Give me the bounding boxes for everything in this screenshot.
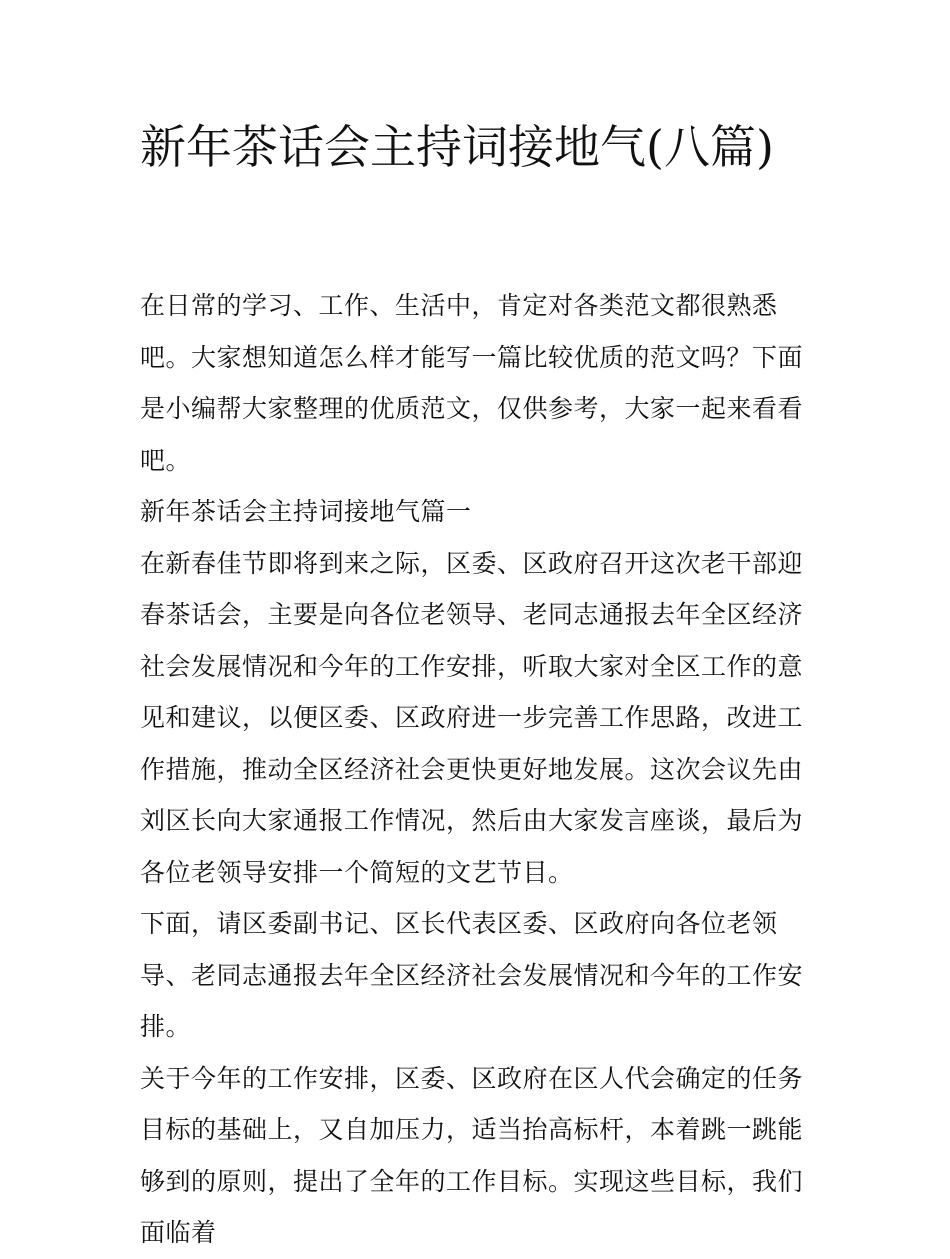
body-paragraph: 下面，请区委副书记、区长代表区委、区政府向各位老领导、老同志通报去年全区经济社会发展情况和今年的工作安排。 — [140, 909, 804, 1041]
document-title: 新年茶话会主持词接地气(八篇) — [140, 120, 774, 174]
intro-paragraph: 在日常的学习、工作、生活中，肯定对各类范文都很熟悉吧。大家想知道怎么样才能写一篇比较优质的范文吗？下面是小编帮大家整理的优质范文，仅供参考，大家一起来看看吧。 — [140, 291, 804, 475]
body-paragraph: 关于今年的工作安排，区委、区政府在区人代会确定的任务目标的基础上，又自加压力，适当抬高标杆，本着跳一跳能够到的原则，提出了全年的工作目标。实现这些目标，我们面临着 — [140, 1063, 804, 1247]
body-paragraph: 在新春佳节即将到来之际，区委、区政府召开这次老干部迎春茶话会，主要是向各位老领导、老同志通报去年全区经济社会发展情况和今年的工作安排，听取大家对全区工作的意见和建议，以便区委、区政府进一步完善工作思路，改进工作措施，推动全区经济社会更快更好地发展。这次会议先由刘区长向大家通报工作情况，然后由大家发言座谈，最后为各位老领导安排一个简短的文艺节目。 — [140, 548, 804, 887]
document-body — [140, 280, 820, 1259]
section-heading: 新年茶话会主持词接地气篇一 — [140, 497, 472, 526]
